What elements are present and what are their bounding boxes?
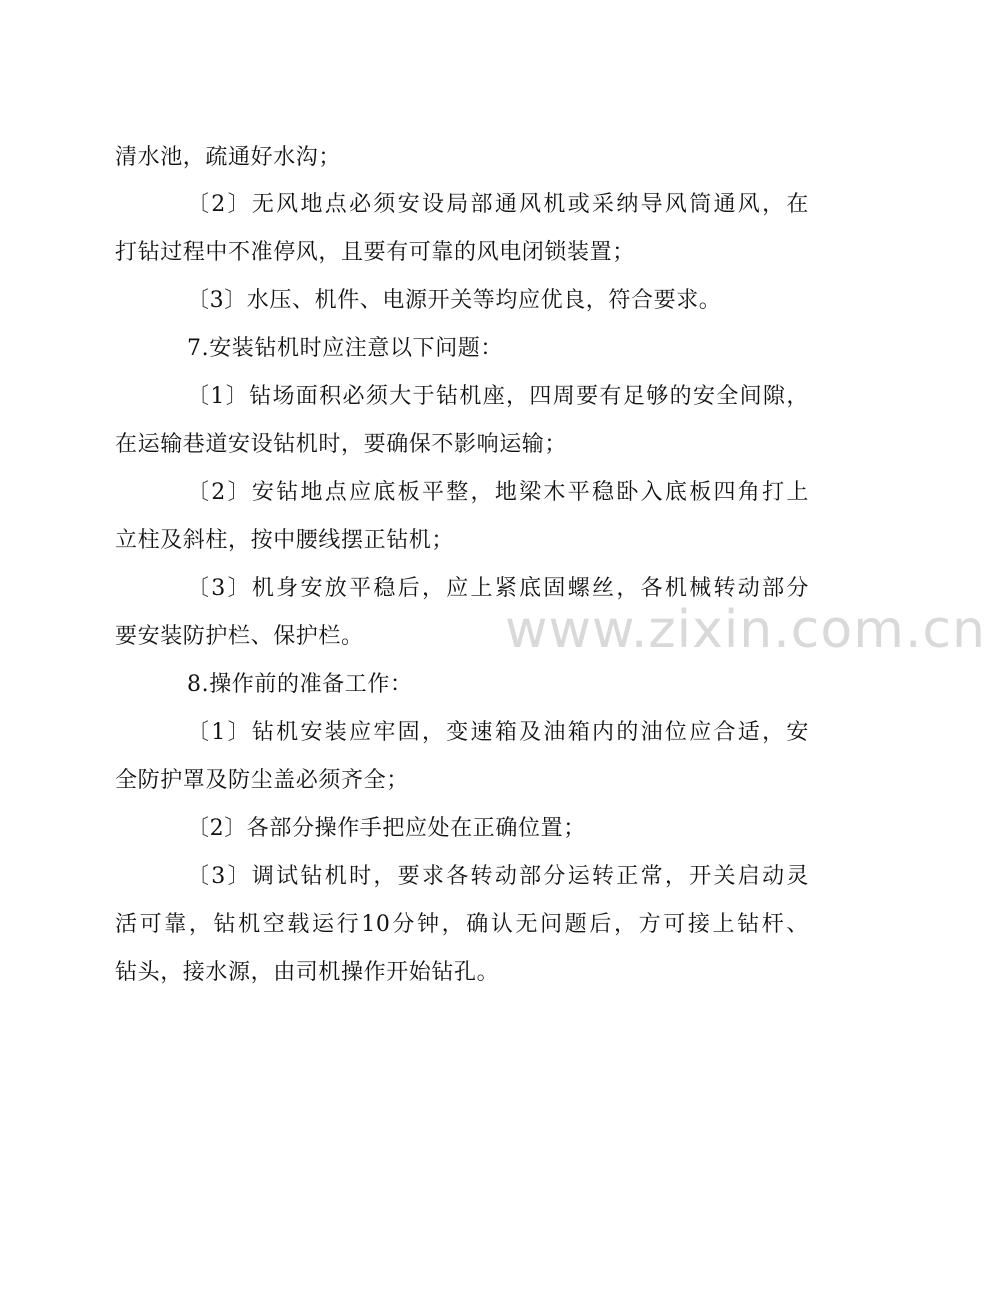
text-line-10: 〔3〕机身安放平稳后，应上紧底固螺丝，各机械转动部分 — [187, 576, 809, 601]
text-line-16: 〔3〕调试钻机时，要求各转动部分运转正常，开关启动灵 — [187, 864, 809, 889]
section-heading-8: 8.操作前的准备工作： — [187, 672, 413, 697]
text-line-6: 〔1〕钻场面积必须大于钻机座，四周要有足够的安全间隙， — [187, 384, 809, 409]
watermark: www.zixin.com.cn — [505, 600, 986, 660]
text-line-2: 〔2〕无风地点必须安设局部通风机或采纳导风筒通风，在 — [187, 192, 809, 217]
text-line-14: 全防护罩及防尘盖必须齐全； — [115, 768, 409, 793]
text-line-4: 〔3〕水压、机件、电源开关等均应优良，符合要求。 — [187, 288, 722, 313]
text-line-11: 要安装防护栏、保护栏。 — [115, 624, 364, 649]
text-line-13: 〔1〕钻机安装应牢固，变速箱及油箱内的油位应合适，安 — [187, 720, 809, 745]
text-line-8: 〔2〕安钻地点应底板平整，地梁木平稳卧入底板四角打上 — [187, 480, 809, 505]
text-line-18: 钻头，接水源，由司机操作开始钻孔。 — [115, 960, 500, 985]
text-line-9: 立柱及斜柱，按中腰线摆正钻机； — [115, 528, 455, 553]
text-line-15: 〔2〕各部分操作手把应处在正确位置； — [187, 816, 586, 841]
text-line-1: 清水池，疏通好水沟； — [115, 145, 342, 170]
text-line-7: 在运输巷道安设钻机时，要确保不影响运输； — [115, 432, 568, 457]
section-heading-7: 7.安装钻机时应注意以下问题： — [187, 336, 503, 361]
text-line-17: 活可靠，钻机空载运行10分钟，确认无问题后，方可接上钻杆、 — [115, 912, 809, 937]
text-line-3: 打钻过程中不准停风，且要有可靠的风电闭锁装置； — [115, 240, 635, 265]
